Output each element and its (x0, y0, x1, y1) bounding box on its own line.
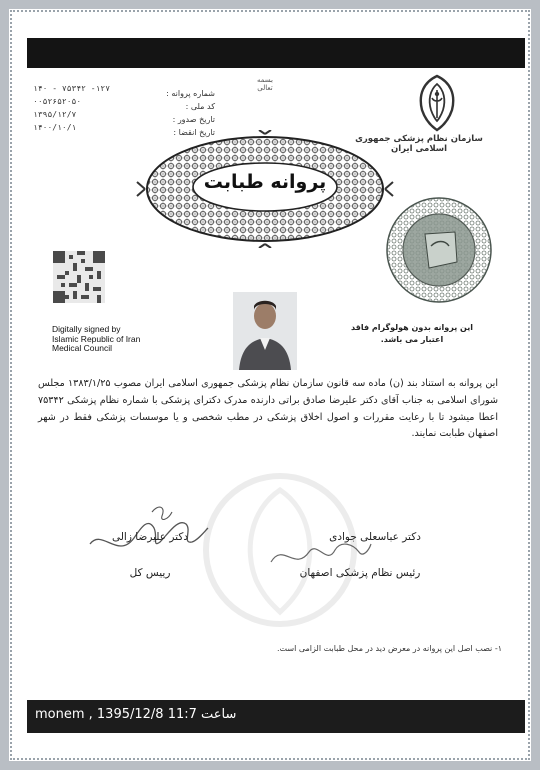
hologram-seal-icon (385, 196, 493, 304)
footnote: ۱- نصب اصل این پروانه در معرض دید در محل طبابت الزامی است. (276, 644, 502, 653)
screenshot-timestamp: monem , 1395/12/8 11:7 ساعت (35, 707, 237, 722)
qr-code-icon (53, 251, 105, 303)
signer-left-name: دکتر علیرضا زالی (111, 531, 189, 543)
license-body-text: این پروانه به استناد بند (ن) ماده سه قانون سازمان نظام پزشکی جمهوری اسلامی ایران مصوب ۱۳۸۳/۱/۲۵ مجلس شورای اسلامی به جناب آقای دکتر علیرضا صادق براتی دارنده مدرک دکترای پزشکی با شماره نظام پزشکی ۷۵۳۴۲ اعطا میشود تا با رعایت مقررات و اصول اخلاق پزشکی در مطب شخصی و یا موسسات پزشکی فقط در شهر اصفهان طبابت نمایند. (38, 378, 498, 440)
digital-signature-line-1: Digitally signed by (52, 324, 121, 334)
meta-value-expiry-date: ۱۴۰۰/۱۰/۱ (33, 123, 77, 132)
digital-signature-line-3: Medical Council (52, 343, 112, 353)
signer-right-name: دکتر عباسعلی جوادی (329, 531, 421, 543)
portrait-icon (233, 292, 297, 370)
organization-name: سازمان نظام پزشکی جمهوری اسلامی ایران (355, 134, 483, 154)
medical-council-logo-icon (410, 72, 464, 134)
meta-label-national-code: کد ملی : (185, 102, 215, 111)
meta-value-issue-date: ۱۳۹۵/۱۲/۷ (33, 110, 77, 119)
bismillah: بسمه تعالی (257, 76, 273, 92)
signer-left-role: رییس کل (129, 567, 171, 579)
hologram-note-line-2: اعتبار می باشد. (380, 335, 444, 344)
meta-label-expiry-date: تاریخ انقضا : (173, 128, 215, 137)
top-black-bar (27, 38, 525, 68)
hologram-note-line-1: این پروانه بدون هولوگرام فاقد (351, 323, 473, 332)
meta-value-license-number: ۱۴۰ - ۷۵۳۴۲ -۱۲۷ (33, 84, 111, 93)
holder-photo (233, 292, 297, 370)
meta-label-issue-date: تاریخ صدور : (172, 115, 215, 124)
license-meta-values (33, 82, 113, 134)
digital-signature-note (52, 325, 162, 354)
meta-label-license-number: شماره پروانه : (166, 89, 215, 98)
document-title: پروانه طبابت (203, 171, 327, 193)
signer-right-role: رئیس نظام پزشکی اصفهان (299, 567, 421, 579)
meta-value-national-code: ۰۰۵۲۶۵۲۰۵۰ (33, 97, 82, 106)
hologram-note (332, 322, 492, 346)
digital-signature-line-2: Islamic Republic of Iran (52, 333, 141, 344)
